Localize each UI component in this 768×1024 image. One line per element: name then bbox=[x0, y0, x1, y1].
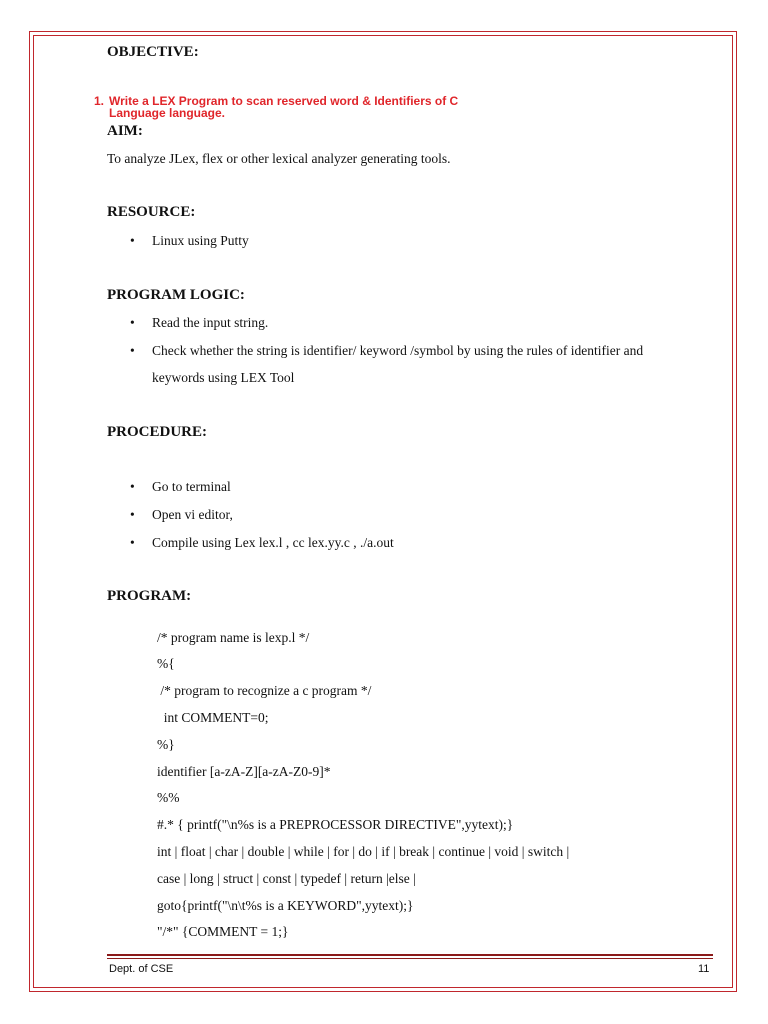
code-line: %} bbox=[157, 737, 175, 752]
code-line: %{ bbox=[157, 656, 175, 671]
program-logic-item-continuation: keywords using LEX Tool bbox=[152, 370, 295, 385]
code-line: /* program to recognize a c program */ bbox=[157, 683, 372, 698]
procedure-item-text: Go to terminal bbox=[152, 479, 231, 494]
code-line: goto{printf("\n\t%s is a KEYWORD",yytext);} bbox=[157, 898, 414, 913]
resource-item-text: Linux using Putty bbox=[152, 233, 249, 248]
objective-item-line2: Language language. bbox=[109, 106, 226, 120]
resource-heading: RESOURCE: bbox=[107, 204, 196, 220]
program-logic-item bbox=[130, 315, 269, 331]
code-line: identifier [a-zA-Z][a-zA-Z0-9]* bbox=[157, 764, 331, 779]
program-logic-item-text: Read the input string. bbox=[152, 315, 269, 330]
footer-rule-thick bbox=[107, 954, 713, 956]
program-logic-item bbox=[130, 343, 644, 359]
program-heading: PROGRAM: bbox=[107, 588, 192, 604]
objective-item-number: 1. bbox=[94, 94, 105, 108]
bullet-icon: • bbox=[130, 315, 135, 330]
footer-department: Dept. of CSE bbox=[109, 963, 174, 975]
bullet-icon: • bbox=[130, 507, 135, 522]
code-line: /* program name is lexp.l */ bbox=[157, 630, 310, 645]
code-line: case | long | struct | const | typedef | return |else | bbox=[157, 871, 416, 886]
procedure-item-text: Compile using Lex lex.l , cc lex.yy.c , ./a.out bbox=[152, 535, 394, 550]
program-logic-item-text: Check whether the string is identifier/ keyword /symbol by using the rules of identifier and bbox=[152, 343, 644, 358]
aim-text: To analyze JLex, flex or other lexical analyzer generating tools. bbox=[107, 151, 451, 166]
footer-rule-thin bbox=[107, 958, 713, 959]
program-logic-heading: PROGRAM LOGIC: bbox=[107, 287, 245, 303]
procedure-heading: PROCEDURE: bbox=[107, 424, 207, 440]
resource-list-item bbox=[130, 233, 249, 249]
objective-item-line1: Write a LEX Program to scan reserved word & Identifiers of C bbox=[109, 94, 459, 108]
code-line: #.* { printf("\n%s is a PREPROCESSOR DIRECTIVE",yytext);} bbox=[157, 817, 514, 832]
aim-heading: AIM: bbox=[107, 123, 143, 139]
bullet-icon: • bbox=[130, 479, 135, 494]
objective-heading: OBJECTIVE: bbox=[107, 44, 199, 60]
code-line: "/*" {COMMENT = 1;} bbox=[157, 924, 289, 939]
bullet-icon: • bbox=[130, 233, 135, 248]
code-line: int | float | char | double | while | for | do | if | break | continue | void | switch | bbox=[157, 844, 570, 859]
procedure-item bbox=[130, 535, 394, 551]
code-line: int COMMENT=0; bbox=[157, 710, 269, 725]
bullet-icon: • bbox=[130, 535, 135, 550]
procedure-item bbox=[130, 479, 231, 495]
footer-page-number: 11 bbox=[698, 963, 710, 975]
code-line: %% bbox=[157, 790, 180, 805]
bullet-icon: • bbox=[130, 343, 135, 358]
procedure-item-text: Open vi editor, bbox=[152, 507, 233, 522]
procedure-item bbox=[130, 507, 233, 523]
